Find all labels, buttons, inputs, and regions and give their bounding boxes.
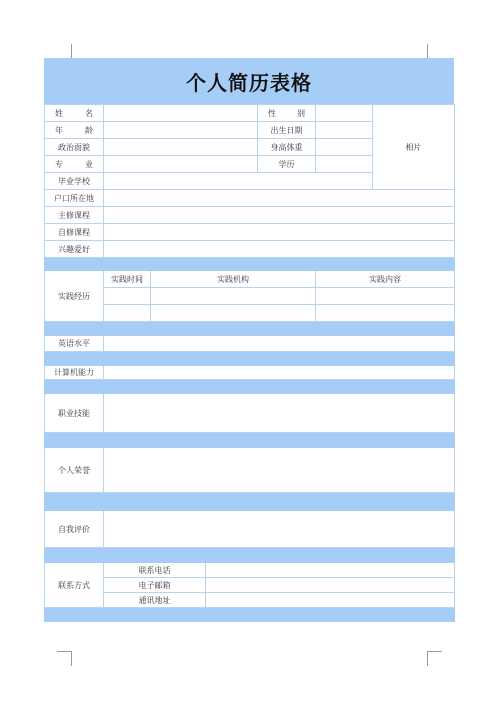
name-field[interactable] [104, 105, 258, 122]
section-divider [45, 322, 455, 336]
crop-mark-bottom-right [427, 651, 442, 666]
row-self-courses [45, 224, 455, 241]
section-divider-bottom [45, 608, 455, 622]
skills-label: 职业技能 [45, 394, 104, 433]
computer-label: 计算机能力 [45, 366, 104, 380]
birthdate-field[interactable] [316, 122, 373, 139]
photo-cell[interactable] [373, 105, 455, 190]
practice-content-field[interactable] [316, 288, 455, 305]
email-field[interactable] [206, 578, 455, 593]
political-field[interactable] [104, 139, 258, 156]
practice-row [45, 305, 455, 322]
practice-time-field[interactable] [104, 288, 151, 305]
resume-table [44, 104, 455, 622]
phone-field[interactable] [206, 563, 455, 578]
major-label: 专 业 [45, 156, 104, 173]
practice-org-field[interactable] [151, 288, 316, 305]
section-divider [45, 258, 455, 271]
political-label: 政治面貌 [45, 139, 104, 156]
resume-sheet [44, 58, 454, 622]
practice-col-time: 实践时间 [104, 271, 151, 288]
row-self-eval [45, 511, 455, 548]
main-courses-label: 主修课程 [45, 207, 104, 224]
resume-title: 个人简历表格 [44, 58, 454, 104]
age-field[interactable] [104, 122, 258, 139]
practice-content-field[interactable] [316, 305, 455, 322]
section-divider [45, 433, 455, 448]
hobbies-field[interactable] [104, 241, 455, 258]
name-label: 姓 名 [45, 105, 104, 122]
hukou-label: 户口所在地 [45, 190, 104, 207]
gender-label: 性 别 [258, 105, 316, 122]
row-computer [45, 366, 455, 380]
main-courses-field[interactable] [104, 207, 455, 224]
gender-field[interactable] [316, 105, 373, 122]
practice-row [45, 288, 455, 305]
contact-label: 联系方式 [45, 563, 104, 608]
email-label: 电子邮箱 [104, 578, 206, 593]
section-divider [45, 352, 455, 366]
row-name-gender [45, 105, 455, 122]
practice-time-field[interactable] [104, 305, 151, 322]
row-practice-header [45, 271, 455, 288]
hobbies-label: 兴趣爱好 [45, 241, 104, 258]
row-contact-phone [45, 563, 455, 578]
row-skills [45, 394, 455, 433]
row-honors [45, 448, 455, 493]
practice-org-field[interactable] [151, 305, 316, 322]
address-label: 通讯地址 [104, 593, 206, 608]
hukou-field[interactable] [104, 190, 455, 207]
photo-label: 相片 [405, 142, 422, 152]
practice-col-org: 实践机构 [151, 271, 316, 288]
birthdate-label: 出生日期 [258, 122, 316, 139]
education-field[interactable] [316, 156, 373, 173]
crop-mark-bottom-left [57, 651, 72, 666]
computer-field[interactable] [104, 366, 455, 380]
major-field[interactable] [104, 156, 258, 173]
self-courses-field[interactable] [104, 224, 455, 241]
english-field[interactable] [104, 336, 455, 352]
education-label: 学历 [258, 156, 316, 173]
crop-mark-top-right [427, 44, 442, 59]
row-hobbies [45, 241, 455, 258]
self-eval-field[interactable] [104, 511, 455, 548]
row-contact-email [45, 578, 455, 593]
english-label: 英语水平 [45, 336, 104, 352]
height-weight-label: 身高体重 [258, 139, 316, 156]
address-field[interactable] [206, 593, 455, 608]
section-divider [45, 380, 455, 394]
age-label: 年 龄 [45, 122, 104, 139]
row-english [45, 336, 455, 352]
practice-label: 实践经历 [45, 271, 104, 322]
row-contact-address [45, 593, 455, 608]
self-eval-label: 自我评价 [45, 511, 104, 548]
self-courses-label: 自修课程 [45, 224, 104, 241]
school-field[interactable] [104, 173, 373, 190]
height-weight-field[interactable] [316, 139, 373, 156]
row-hukou [45, 190, 455, 207]
skills-field[interactable] [104, 394, 455, 433]
practice-col-content: 实践内容 [316, 271, 455, 288]
crop-mark-top-left [57, 44, 72, 59]
phone-label: 联系电话 [104, 563, 206, 578]
honors-field[interactable] [104, 448, 455, 493]
school-label: 毕业学校 [45, 173, 104, 190]
honors-label: 个人荣誉 [45, 448, 104, 493]
row-main-courses [45, 207, 455, 224]
section-divider [45, 548, 455, 563]
section-divider [45, 493, 455, 511]
